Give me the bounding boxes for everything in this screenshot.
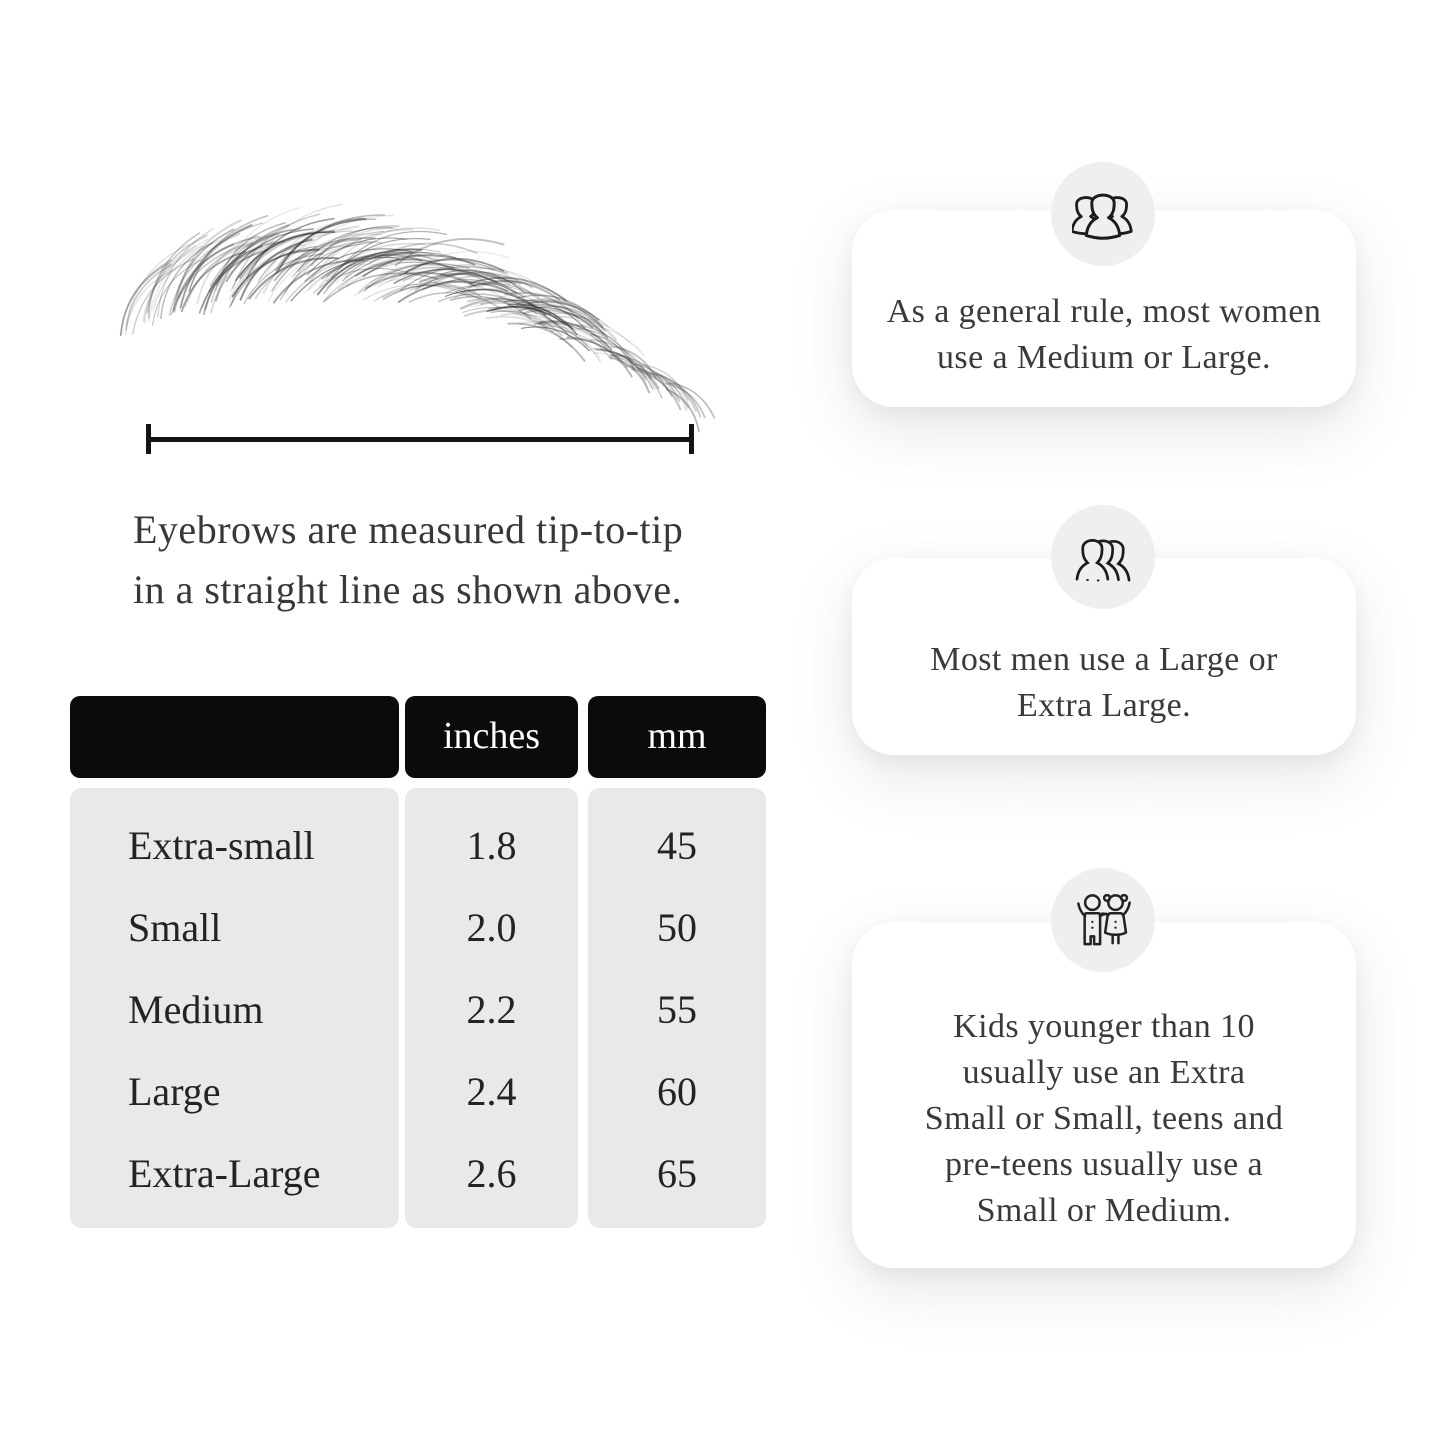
- row-mm-value: 60: [657, 1069, 697, 1114]
- measurement-tick-right: [689, 424, 694, 454]
- women-group-icon: [1072, 187, 1134, 241]
- icon-circle: [1051, 162, 1155, 266]
- card-text-line: Extra Large.: [1016, 687, 1192, 724]
- card-text: [862, 1004, 1346, 1234]
- row-inches-value: 2.6: [466, 1151, 517, 1196]
- row-mm-value: 45: [657, 823, 697, 868]
- row-mm-value: 50: [657, 905, 697, 950]
- row-label: Medium: [128, 987, 264, 1032]
- row-mm-value: 55: [657, 987, 697, 1032]
- row-label: Extra-Large: [128, 1151, 321, 1196]
- eyebrow-illustration: [98, 222, 718, 400]
- card-text-line: use a Medium or Large.: [937, 339, 1271, 376]
- card-text-line: Small or Medium.: [976, 1192, 1232, 1229]
- caption-line-1: Eyebrows are measured tip-to-tip: [133, 507, 684, 552]
- table-row: [70, 887, 766, 969]
- kids-icon: [1072, 892, 1134, 948]
- card-text: [862, 637, 1346, 729]
- size-table: [70, 696, 766, 1230]
- card-text-line: usually use an Extra: [962, 1054, 1246, 1091]
- row-inches-value: 2.0: [466, 905, 517, 950]
- row-inches-value: 1.8: [466, 823, 517, 868]
- card-text-line: Most men use a Large or: [930, 641, 1278, 678]
- card-text: [862, 289, 1346, 381]
- header-size-cell: [70, 696, 399, 778]
- measurement-caption: [133, 500, 753, 620]
- measurement-tick-left: [146, 424, 151, 454]
- card-text-line: Small or Small, teens and: [924, 1100, 1284, 1137]
- caption-line-2: in a straight line as shown above.: [133, 567, 683, 612]
- row-label: Large: [128, 1069, 221, 1114]
- row-inches-value: 2.4: [466, 1069, 517, 1114]
- table-row: [70, 805, 766, 887]
- row-label: Extra-small: [128, 823, 315, 868]
- row-label: Small: [128, 905, 222, 950]
- card-text-line: pre-teens usually use a: [945, 1146, 1263, 1183]
- icon-circle: [1051, 868, 1155, 972]
- table-row: [70, 969, 766, 1051]
- header-inches-cell: inches: [405, 696, 578, 778]
- table-row: [70, 1051, 766, 1133]
- icon-circle: [1051, 505, 1155, 609]
- measurement-line: [146, 437, 694, 442]
- eyebrow-sketch: [98, 222, 718, 400]
- row-inches-value: 2.2: [466, 987, 517, 1032]
- men-group-icon: [1072, 530, 1134, 584]
- card-text-line: As a general rule, most women: [886, 293, 1322, 330]
- card-text-line: Kids younger than 10: [953, 1008, 1255, 1045]
- header-mm-cell: mm: [588, 696, 766, 778]
- info-card-kids: [852, 922, 1356, 1268]
- table-row: [70, 1133, 766, 1215]
- row-mm-value: 65: [657, 1151, 697, 1196]
